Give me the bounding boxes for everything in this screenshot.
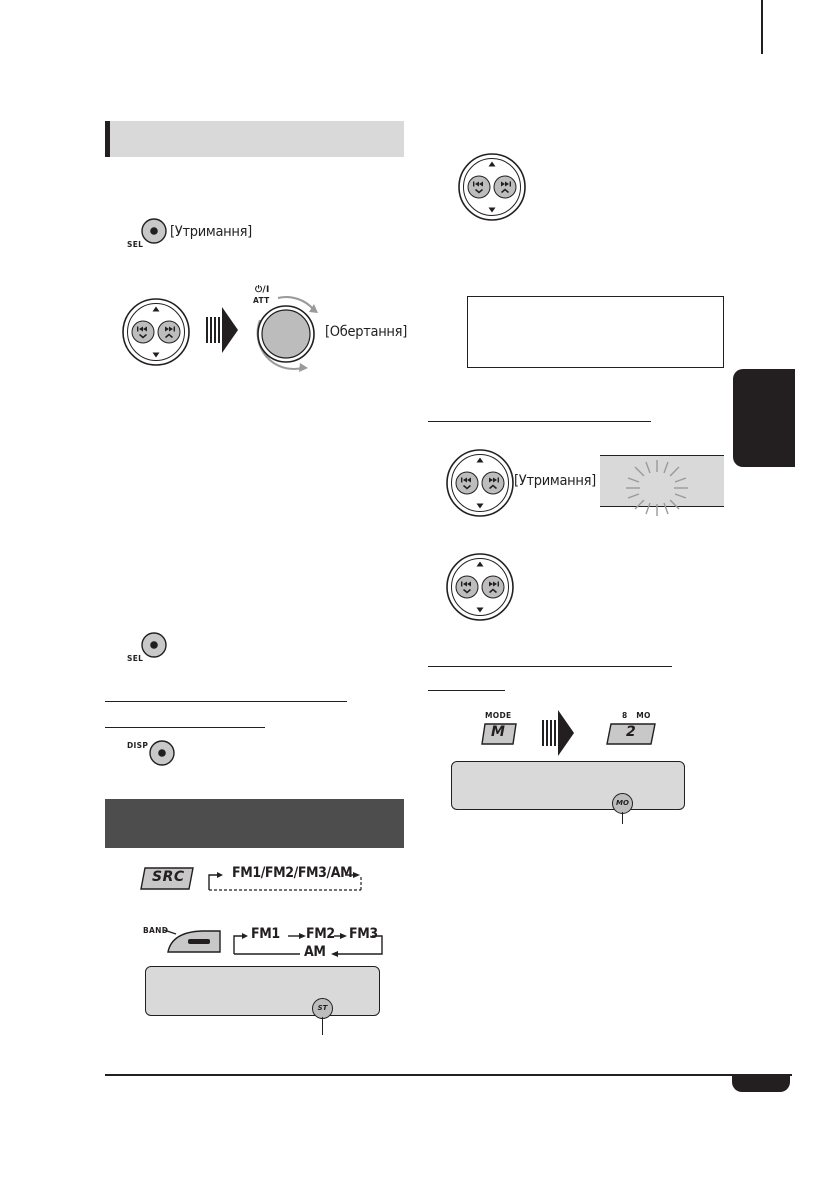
preset-key-label: 2	[626, 724, 636, 740]
src-button-label: SRC	[152, 869, 185, 885]
arrow-right-icon-2	[542, 710, 576, 758]
hold-label-2: [Утримання]	[514, 473, 596, 489]
rotate-label: [Обертання]	[325, 324, 408, 340]
mode-key-label: M	[491, 724, 505, 740]
hold-label: [Утримання]	[170, 224, 252, 240]
mo-indicator-text: MO	[616, 799, 629, 807]
sel-label-2: SEL	[127, 654, 144, 663]
text-underline	[428, 666, 672, 667]
st-indicator-leader	[322, 1017, 323, 1035]
st-indicator-text: ST	[317, 1004, 328, 1012]
footer-rule	[105, 1074, 792, 1076]
disp-button[interactable]	[149, 740, 175, 766]
text-underline	[105, 701, 347, 702]
power-att-label-top: ⏻/I	[255, 285, 270, 295]
arrow-right-icon	[206, 307, 240, 355]
band-fm2: FM2	[306, 926, 335, 942]
flashing-icon	[620, 456, 694, 520]
sel-label: SEL	[127, 240, 144, 249]
nav-pad-button[interactable]	[122, 298, 190, 366]
mo-indicator	[612, 793, 633, 814]
st-indicator	[312, 998, 333, 1019]
band-label: BAND	[143, 926, 169, 935]
section-header-accent	[105, 121, 110, 157]
band-button[interactable]	[162, 926, 224, 954]
section-header-bar	[105, 121, 404, 157]
text-underline	[428, 421, 651, 422]
src-band-sequence: FM1/FM2/FM3/AM	[232, 865, 353, 881]
lcd-display-mo	[451, 761, 685, 810]
text-underline	[105, 727, 265, 728]
nav-pad-button-3[interactable]	[446, 449, 514, 517]
preset-label: 8 MO	[622, 711, 651, 720]
page-edge-rule	[761, 0, 763, 54]
section-header-bar-dark	[105, 799, 404, 848]
band-fm1: FM1	[251, 926, 280, 942]
band-am: AM	[304, 944, 326, 960]
lcd-display-st	[145, 966, 380, 1016]
band-fm3: FM3	[349, 926, 378, 942]
sel-button-2[interactable]	[141, 632, 167, 658]
nav-pad-button-4[interactable]	[446, 553, 514, 621]
language-tab	[733, 369, 795, 467]
note-box	[467, 296, 724, 368]
mo-indicator-leader	[622, 812, 623, 824]
sel-button[interactable]	[141, 218, 167, 244]
nav-pad-button-2[interactable]	[458, 153, 526, 221]
text-underline	[428, 690, 505, 691]
disp-label: DISP	[127, 741, 149, 750]
page-number-tab	[732, 1075, 790, 1092]
power-att-label-bottom: ATT	[253, 296, 270, 305]
control-dial[interactable]	[248, 290, 328, 374]
mode-label: MODE	[485, 711, 512, 720]
